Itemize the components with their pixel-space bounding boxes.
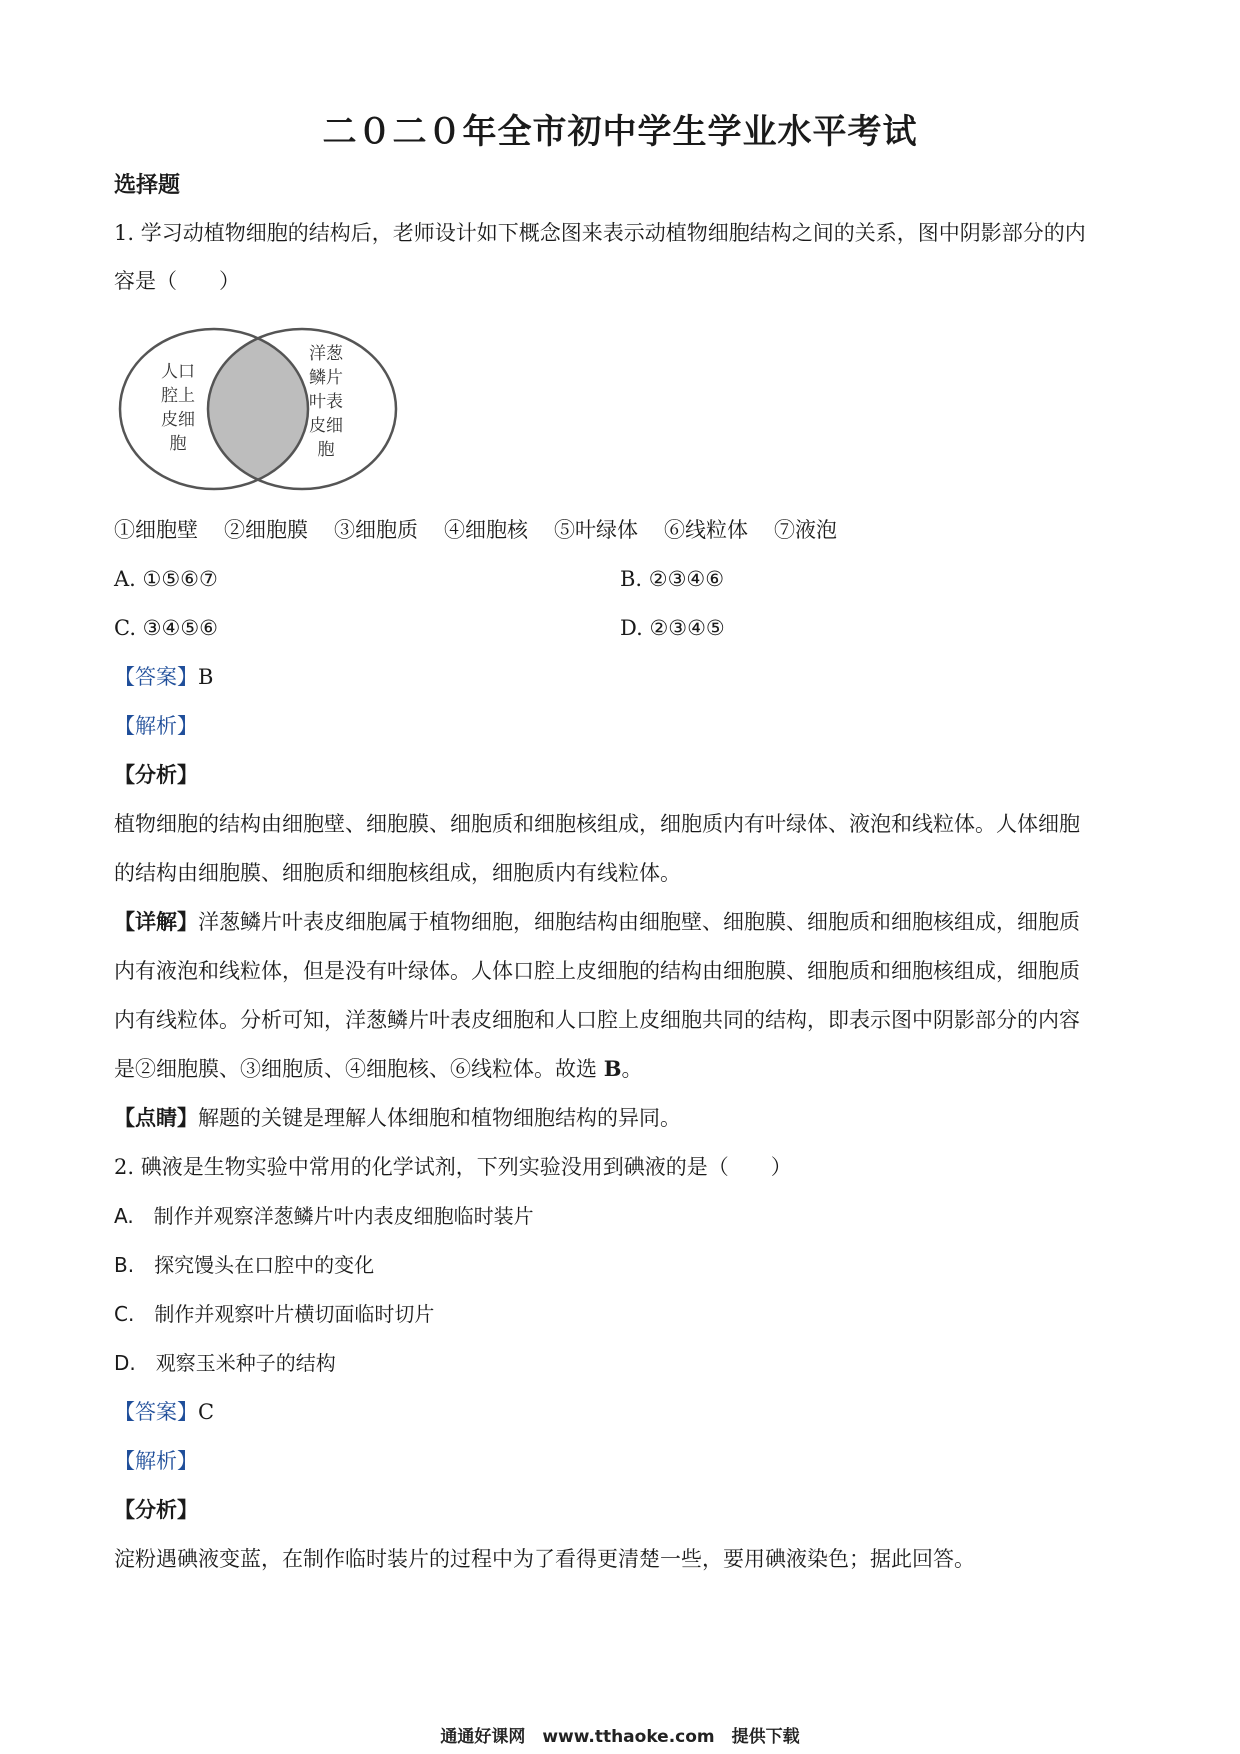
answer-tag: 【答案】 <box>114 665 198 689</box>
q2-option-b: B. 探究馒头在口腔中的变化 <box>114 1253 375 1277</box>
q1-option-b: B. ②③④⑥ <box>620 567 725 591</box>
q1-option-a: A. ①⑤⑥⑦ <box>114 567 218 591</box>
q1-answer <box>114 662 213 692</box>
q2-option-c: C. 制作并观察叶片横切面临时切片 <box>114 1302 435 1326</box>
q1-item: ⑥线粒体 <box>664 518 748 542</box>
q1-item: ③细胞质 <box>334 518 418 542</box>
q2-option-d: D. 观察玉米种子的结构 <box>114 1351 336 1375</box>
venn-diagram <box>118 326 398 492</box>
dianjing-text: 解题的关键是理解人体细胞和植物细胞结构的异同。 <box>198 1106 681 1130</box>
answer-value: C <box>198 1400 215 1424</box>
xiangjie-text: 。 <box>621 1057 643 1081</box>
q1-xiangjie-line1 <box>114 907 1080 937</box>
q1-item: ④细胞核 <box>444 518 528 542</box>
q1-fenxi-tag: 【分析】 <box>114 762 198 787</box>
q1-dianjing <box>114 1103 681 1133</box>
q1-option-c: C. ③④⑤⑥ <box>114 616 218 640</box>
q2-option-a: A. 制作并观察洋葱鳞片叶内表皮细胞临时装片 <box>114 1204 534 1228</box>
section-heading: 选择题 <box>114 172 181 198</box>
answer-value: B <box>198 665 214 689</box>
xiangjie-text: 洋葱鳞片叶表皮细胞属于植物细胞，细胞结构由细胞壁、细胞膜、细胞质和细胞核组成，细胞质 <box>198 910 1080 934</box>
q2-fenxi-text: 淀粉遇碘液变蓝，在制作临时装片的过程中为了看得更清楚一些，要用碘液染色；据此回答。 <box>114 1547 975 1571</box>
q1-item: ⑦液泡 <box>774 518 837 542</box>
page-title: 二０二０年全市初中学生学业水平考试 <box>322 112 918 152</box>
venn-left-label: 人口腔上皮细胞 <box>161 362 195 454</box>
q1-item: ①细胞壁 <box>114 518 198 542</box>
q1-stem-line2: 容是（ ） <box>114 269 240 293</box>
q1-item: ②细胞膜 <box>224 518 308 542</box>
xiangjie-choice: B <box>603 1056 622 1081</box>
q2-analysis-tag: 【解析】 <box>114 1449 198 1473</box>
q1-xiangjie-line2: 内有液泡和线粒体，但是没有叶绿体。人体口腔上皮细胞的结构由细胞膜、细胞质和细胞核组成，细胞质 <box>114 959 1080 983</box>
q2-fenxi-tag: 【分析】 <box>114 1497 198 1522</box>
page-footer: 通通好课网 www.tthaoke.com 提供下载 <box>440 1727 800 1747</box>
q1-fenxi-line2: 的结构由细胞膜、细胞质和细胞核组成，细胞质内有线粒体。 <box>114 861 681 885</box>
q1-xiangjie-line4 <box>114 1054 642 1084</box>
q1-stem-line1: 1. 学习动植物细胞的结构后，老师设计如下概念图来表示动植物细胞结构之间的关系，图中阴影部分的内 <box>114 221 1086 245</box>
venn-right-label: 洋葱鳞片叶表皮细胞 <box>309 344 343 460</box>
q2-stem: 2. 碘液是生物实验中常用的化学试剂，下列实验没用到碘液的是（ ） <box>114 1155 792 1179</box>
answer-tag: 【答案】 <box>114 1400 198 1424</box>
q1-items <box>114 515 837 545</box>
q1-xiangjie-line3: 内有线粒体。分析可知，洋葱鳞片叶表皮细胞和人口腔上皮细胞共同的结构，即表示图中阴影部分的内容 <box>114 1008 1080 1032</box>
xiangjie-tag: 【详解】 <box>114 909 198 934</box>
dianjing-tag: 【点睛】 <box>114 1105 198 1130</box>
xiangjie-text: 是②细胞膜、③细胞质、④细胞核、⑥线粒体。故选 <box>114 1057 604 1081</box>
q1-analysis-tag: 【解析】 <box>114 714 198 738</box>
q1-item: ⑤叶绿体 <box>554 518 638 542</box>
q1-fenxi-line1: 植物细胞的结构由细胞壁、细胞膜、细胞质和细胞核组成，细胞质内有叶绿体、液泡和线粒体。人体细胞 <box>114 812 1080 836</box>
q2-answer <box>114 1397 214 1427</box>
q1-option-d: D. ②③④⑤ <box>620 616 725 640</box>
